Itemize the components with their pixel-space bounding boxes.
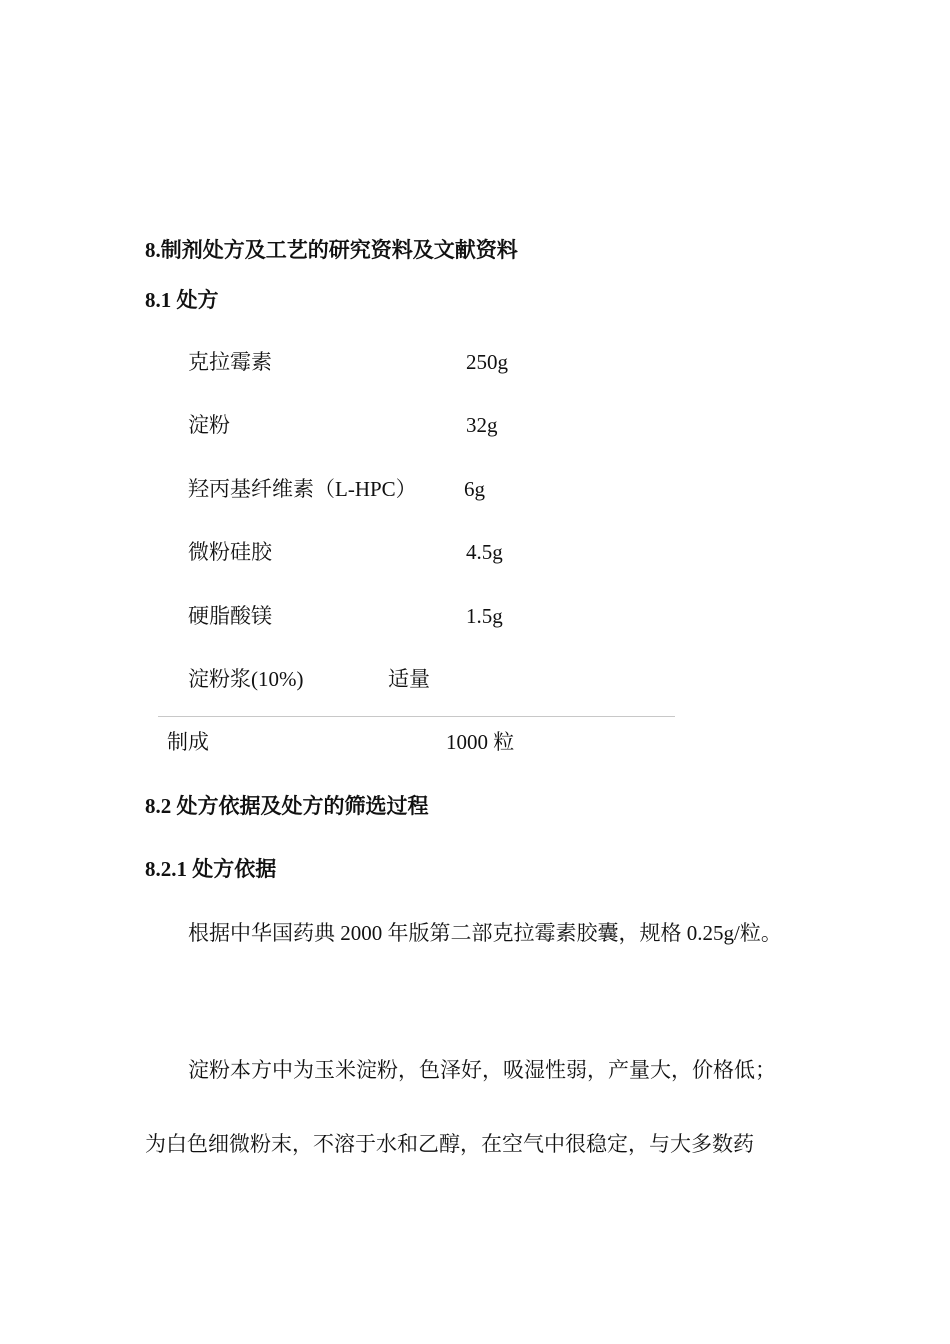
total-divider xyxy=(158,716,675,717)
ingredient-amount: 6g xyxy=(464,477,485,501)
ingredient-amount: 适量 xyxy=(388,667,430,691)
total-amount: 1000 粒 xyxy=(446,730,515,754)
ingredient-name: 淀粉浆(10%) xyxy=(188,667,304,691)
section-8-2-1-heading: 8.2.1 处方依据 xyxy=(145,857,277,881)
ingredient-name: 淀粉 xyxy=(188,413,230,437)
ingredient-amount: 4.5g xyxy=(466,540,503,564)
starch-paragraph-line-2: 为白色细微粉末，不溶于水和乙醇，在空气中很稳定，与大多数药 xyxy=(145,1132,754,1156)
section-8-1-heading: 8.1 处方 xyxy=(145,288,219,312)
section-8-2-heading: 8.2 处方依据及处方的筛选过程 xyxy=(145,794,429,818)
ingredient-amount: 32g xyxy=(466,413,498,437)
ingredient-name: 微粉硅胶 xyxy=(188,540,272,564)
starch-paragraph-line-1: 淀粉本方中为玉米淀粉，色泽好，吸湿性弱，产量大，价格低； xyxy=(188,1058,776,1082)
ingredient-name: 羟丙基纤维素（L-HPC） xyxy=(188,477,417,501)
ingredient-name: 硬脂酸镁 xyxy=(188,604,272,628)
total-label: 制成 xyxy=(167,730,209,754)
ingredient-amount: 1.5g xyxy=(466,604,503,628)
ingredient-amount: 250g xyxy=(466,350,508,374)
ingredient-name: 克拉霉素 xyxy=(188,350,272,374)
section-8-heading: 8.制剂处方及工艺的研究资料及文献资料 xyxy=(145,238,518,262)
basis-paragraph: 根据中华国药典 2000 年版第二部克拉霉素胶囊，规格 0.25g/粒。 xyxy=(188,921,782,945)
